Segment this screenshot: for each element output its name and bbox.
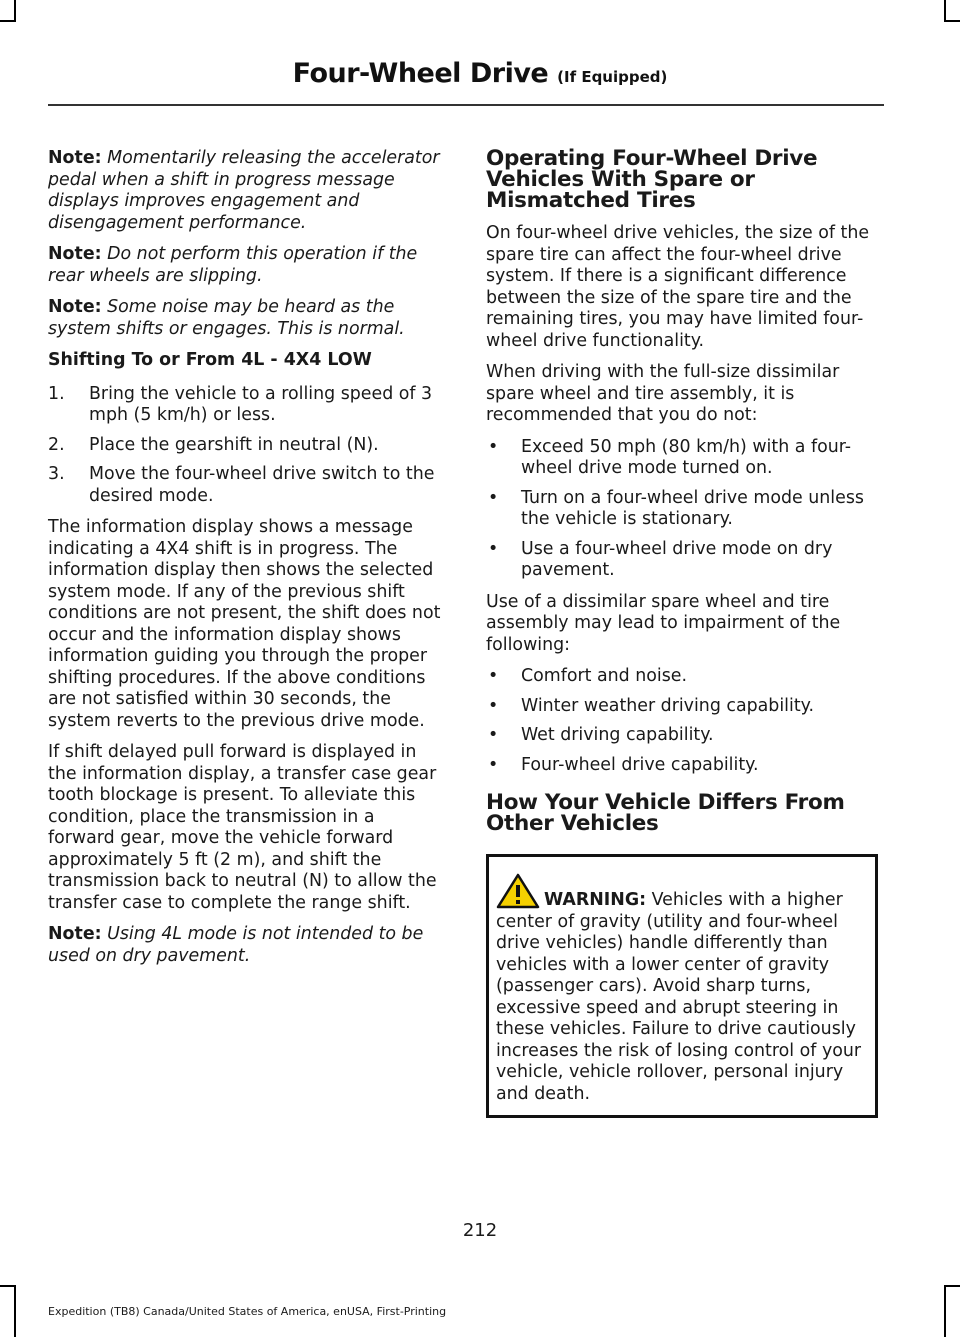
bullet: • — [488, 666, 499, 686]
page-footer: Expedition (TB8) Canada/United States of America, enUSA, First-Printing — [48, 1305, 447, 1318]
header-subtitle: (If Equipped) — [557, 68, 668, 86]
note — [48, 297, 444, 340]
step-number: 1. — [48, 383, 65, 404]
warning-box — [486, 854, 878, 1118]
note-text: Using 4L mode is not intended to be used on dry pavement. — [48, 924, 424, 966]
paragraph: On four-wheel drive vehicles, the size of the spare tire can affect the four-wheel drive system. If there is a significant difference between the size of the spare tire and the remaining tires, you may have limited four-wheel drive functionality. — [486, 223, 870, 351]
crop-mark — [944, 1285, 960, 1287]
bullet-text: Exceed 50 mph (80 km/h) with a four-wheel drive mode turned on. — [521, 436, 852, 478]
paragraph: The information display shows a message indicating a 4X4 shift is in progress. The information display then shows the selected system mode. If any of the previous shift conditions are not present, the shift does not occur and the information display shows information guiding you through the proper shifting procedures. If the above conditions are not satisfied within 30 seconds, the system reverts to the previous drive mode. — [48, 517, 441, 731]
step-text: Place the gearshift in neutral (N). — [89, 434, 379, 455]
note-text: Some noise may be heard as the system shifts or engages. This is normal. — [48, 297, 405, 339]
list-item — [486, 437, 878, 480]
crop-mark — [944, 0, 946, 20]
bullet-text: Winter weather driving capability. — [521, 695, 814, 716]
warning-text: Vehicles with a higher center of gravity (utility and four-wheel drive vehicles) handle differently than vehicles with a lower center of gravity (passenger cars). Avoid sharp turns, excessive speed and abrupt steering in these vehicles. Failure to drive cautiously increases the risk of losing control of your vehicle, vehicle rollover, personal injury and death. — [496, 890, 862, 1104]
list-item — [486, 725, 878, 747]
note — [48, 148, 444, 234]
note-label: Note: — [48, 297, 102, 317]
note-text: Momentarily releasing the accelerator pedal when a shift in progress message displays improves engagement and disengagement performance. — [48, 148, 440, 233]
note-label: Note: — [48, 924, 102, 944]
bullet-text: Comfort and noise. — [521, 666, 688, 686]
list-item — [486, 696, 878, 718]
crop-mark — [14, 0, 16, 20]
note — [48, 924, 444, 967]
list-item — [486, 666, 878, 688]
steps-list — [48, 384, 444, 508]
page-number: 212 — [462, 1220, 498, 1241]
list-item — [48, 435, 444, 457]
right-column — [486, 148, 878, 1118]
bullet: • — [488, 538, 499, 559]
note-label: Note: — [48, 148, 102, 168]
bullet: • — [488, 487, 499, 508]
bullet-text: Four-wheel drive capability. — [521, 754, 759, 775]
crop-mark — [0, 1285, 16, 1287]
step-text: Bring the vehicle to a rolling speed of 3 mph (5 km/h) or less. — [89, 383, 433, 425]
bullet: • — [488, 436, 499, 457]
bullet-text: Use a four-wheel drive mode on dry pavement. — [521, 538, 833, 580]
note-text: Do not perform this operation if the rear wheels are slipping. — [48, 244, 418, 286]
section-subheading: Shifting To or From 4L - 4X4 LOW — [48, 350, 372, 370]
list-item — [48, 384, 444, 427]
header-divider — [48, 104, 884, 106]
list-item — [486, 488, 878, 531]
bullet-list — [486, 666, 878, 776]
note-label: Note: — [48, 244, 102, 264]
note — [48, 244, 444, 287]
step-number: 2. — [48, 434, 65, 455]
step-number: 3. — [48, 464, 65, 484]
crop-mark — [14, 1285, 16, 1337]
bullet-list — [486, 437, 878, 582]
crop-mark — [944, 20, 960, 22]
page-header-title — [0, 58, 960, 89]
warning-label: WARNING: — [544, 890, 647, 910]
list-item — [486, 755, 878, 777]
step-text: Move the four-wheel drive switch to the desired mode. — [89, 464, 435, 506]
section-heading: How Your Vehicle Differs From Other Vehicles — [486, 790, 845, 836]
left-column — [48, 148, 444, 977]
bullet: • — [488, 754, 499, 775]
crop-mark — [944, 1285, 946, 1337]
paragraph: Use of a dissimilar spare wheel and tire assembly may lead to impairment of the following: — [486, 591, 841, 655]
list-item — [486, 539, 878, 582]
bullet-text: Wet driving capability. — [521, 725, 714, 745]
warning-triangle-icon — [496, 873, 540, 909]
paragraph: If shift delayed pull forward is displayed in the information display, a transfer case gear tooth blockage is present. To alleviate this condition, place the transmission in a forward gear, move the vehicle forward approximately 5 ft (2 m), and shift the transmission back to neutral (N) to allow the transfer case to complete the range shift. — [48, 742, 437, 913]
list-item — [48, 464, 444, 507]
paragraph: When driving with the full-size dissimilar spare wheel and tire assembly, it is recommended that you do not: — [486, 362, 840, 425]
crop-mark — [0, 20, 16, 22]
bullet: • — [488, 695, 499, 716]
bullet: • — [488, 725, 499, 745]
section-heading: Operating Four-Wheel Drive Vehicles With Spare or Mismatched Tires — [486, 146, 818, 213]
bullet-text: Turn on a four-wheel drive mode unless the vehicle is stationary. — [521, 487, 864, 529]
header-title-text: Four-Wheel Drive — [292, 58, 549, 89]
